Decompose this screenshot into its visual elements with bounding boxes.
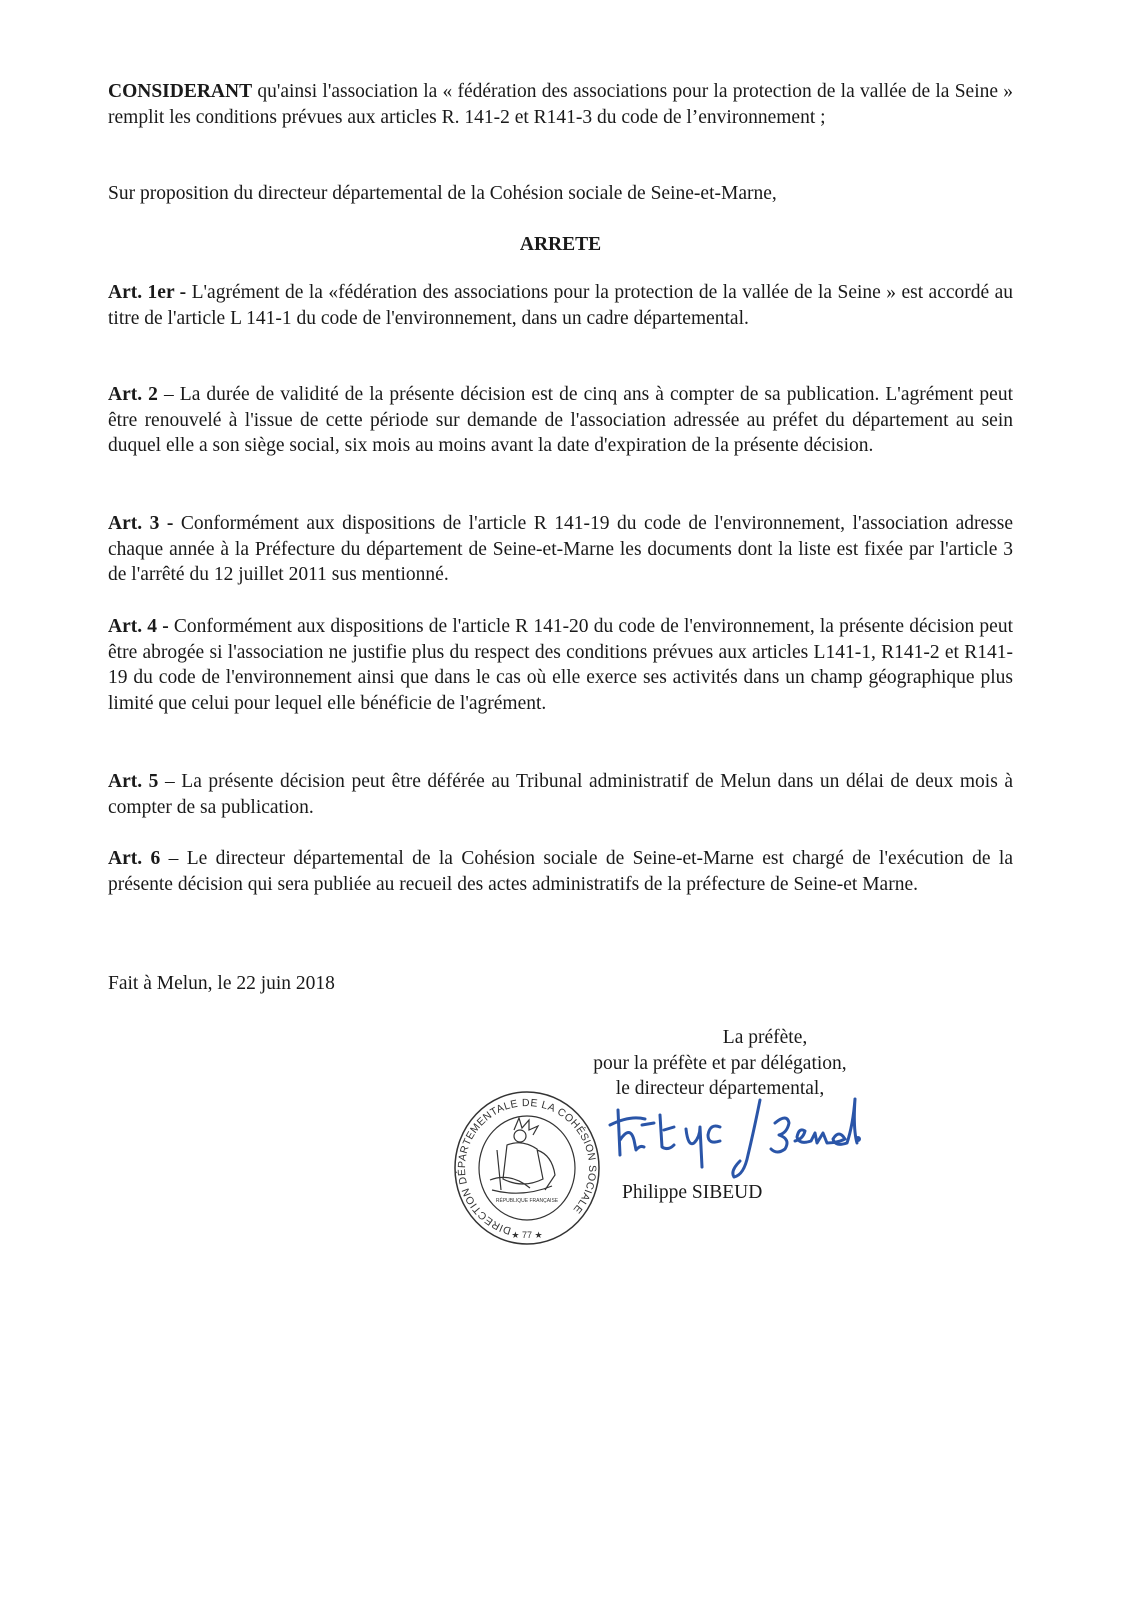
article-5 bbox=[108, 769, 1013, 820]
considerant-text: qu'ainsi l'association la « fédération des associations pour la protection de la vallée de la Seine » remplit les conditions prévues aux articles R. 141-2 et R141-3 du code de l’environnement ; bbox=[108, 81, 1013, 128]
article-label: Art. 6 bbox=[108, 848, 161, 869]
proposition-paragraph: Sur proposition du directeur départemental de la Cohésion sociale de Seine-et-Marne, bbox=[108, 183, 777, 204]
article-label: Art. 2 bbox=[108, 384, 158, 405]
signature-line-1: La préfète, bbox=[722, 1027, 808, 1048]
article-text: – La présente décision peut être déférée au Tribunal administratif de Melun dans un délai de deux mois à compter de sa publication. bbox=[108, 771, 1013, 818]
article-label: Art. 1er - bbox=[108, 282, 187, 303]
official-seal-icon bbox=[452, 1090, 602, 1250]
article-3 bbox=[108, 511, 1013, 588]
heading-text: ARRETE bbox=[519, 234, 602, 255]
article-1 bbox=[108, 280, 1013, 331]
svg-text:★ 77 ★: ★ 77 ★ bbox=[511, 1230, 543, 1240]
article-6 bbox=[108, 846, 1013, 897]
svg-text:RÉPUBLIQUE FRANÇAISE: RÉPUBLIQUE FRANÇAISE bbox=[495, 1198, 559, 1204]
svg-text:DIRECTION DÉPARTEMENTALE DE LA: DIRECTION DÉPARTEMENTALE DE LA COHÉSION SOCIALE bbox=[455, 1096, 599, 1237]
article-label: Art. 3 - bbox=[108, 513, 174, 534]
considerant-paragraph bbox=[108, 79, 1013, 130]
article-text: L'agrément de la «fédération des associations pour la protection de la vallée de la Seine » est accordé au titre de l'article L 141-1 du code de l'environnement, dans un cadre départemental. bbox=[108, 282, 1013, 329]
article-text: Conformément aux dispositions de l'article R 141-19 du code de l'environnement, l'association adresse chaque année à la Préfecture du département de Seine-et-Marne les documents dont la liste est fixée par l'article 3 de l'arrêté du 12 juillet 2011 sus mentionné. bbox=[108, 513, 1013, 586]
article-2 bbox=[108, 382, 1013, 459]
article-label: Art. 5 bbox=[108, 771, 159, 792]
signature-block bbox=[560, 1025, 880, 1102]
arrete-heading bbox=[108, 232, 1013, 258]
article-text: – La durée de validité de la présente décision est de cinq ans à compter de sa publication. L'agrément peut être renouvelé à l'issue de cette période sur demande de l'association adressée au préfet du département au sein duquel elle a son siège social, six mois au moins avant la date d'expiration de la présente décision. bbox=[108, 384, 1013, 457]
considerant-label: CONSIDERANT bbox=[108, 81, 253, 102]
signature-line-2: pour la préfète et par délégation, bbox=[593, 1052, 847, 1074]
signature-line-3: le directeur départemental, bbox=[615, 1078, 825, 1100]
article-text: Conformément aux dispositions de l'article R 141-20 du code de l'environnement, la présente décision peut être abrogée si l'association ne justifie plus du respect des conditions prévues aux articles L141-1, R141-2 et R141-19 du code de l'environnement ainsi que dans le cas où elle exerce ses activités dans un champ géographique plus limité que celui pour lequel elle bénéficie de l'agrément. bbox=[108, 616, 1013, 714]
signatory-name: Philippe SIBEUD bbox=[622, 1182, 763, 1203]
place-date: Fait à Melun, le 22 juin 2018 bbox=[108, 973, 335, 994]
handwritten-signature-icon bbox=[600, 1095, 940, 1185]
article-4 bbox=[108, 614, 1013, 716]
article-label: Art. 4 - bbox=[108, 616, 169, 637]
article-text: – Le directeur départemental de la Cohésion sociale de Seine-et-Marne est chargé de l'exécution de la présente décision qui sera publiée au recueil des actes administratifs de la préfecture de Seine-et Marne. bbox=[108, 848, 1013, 895]
